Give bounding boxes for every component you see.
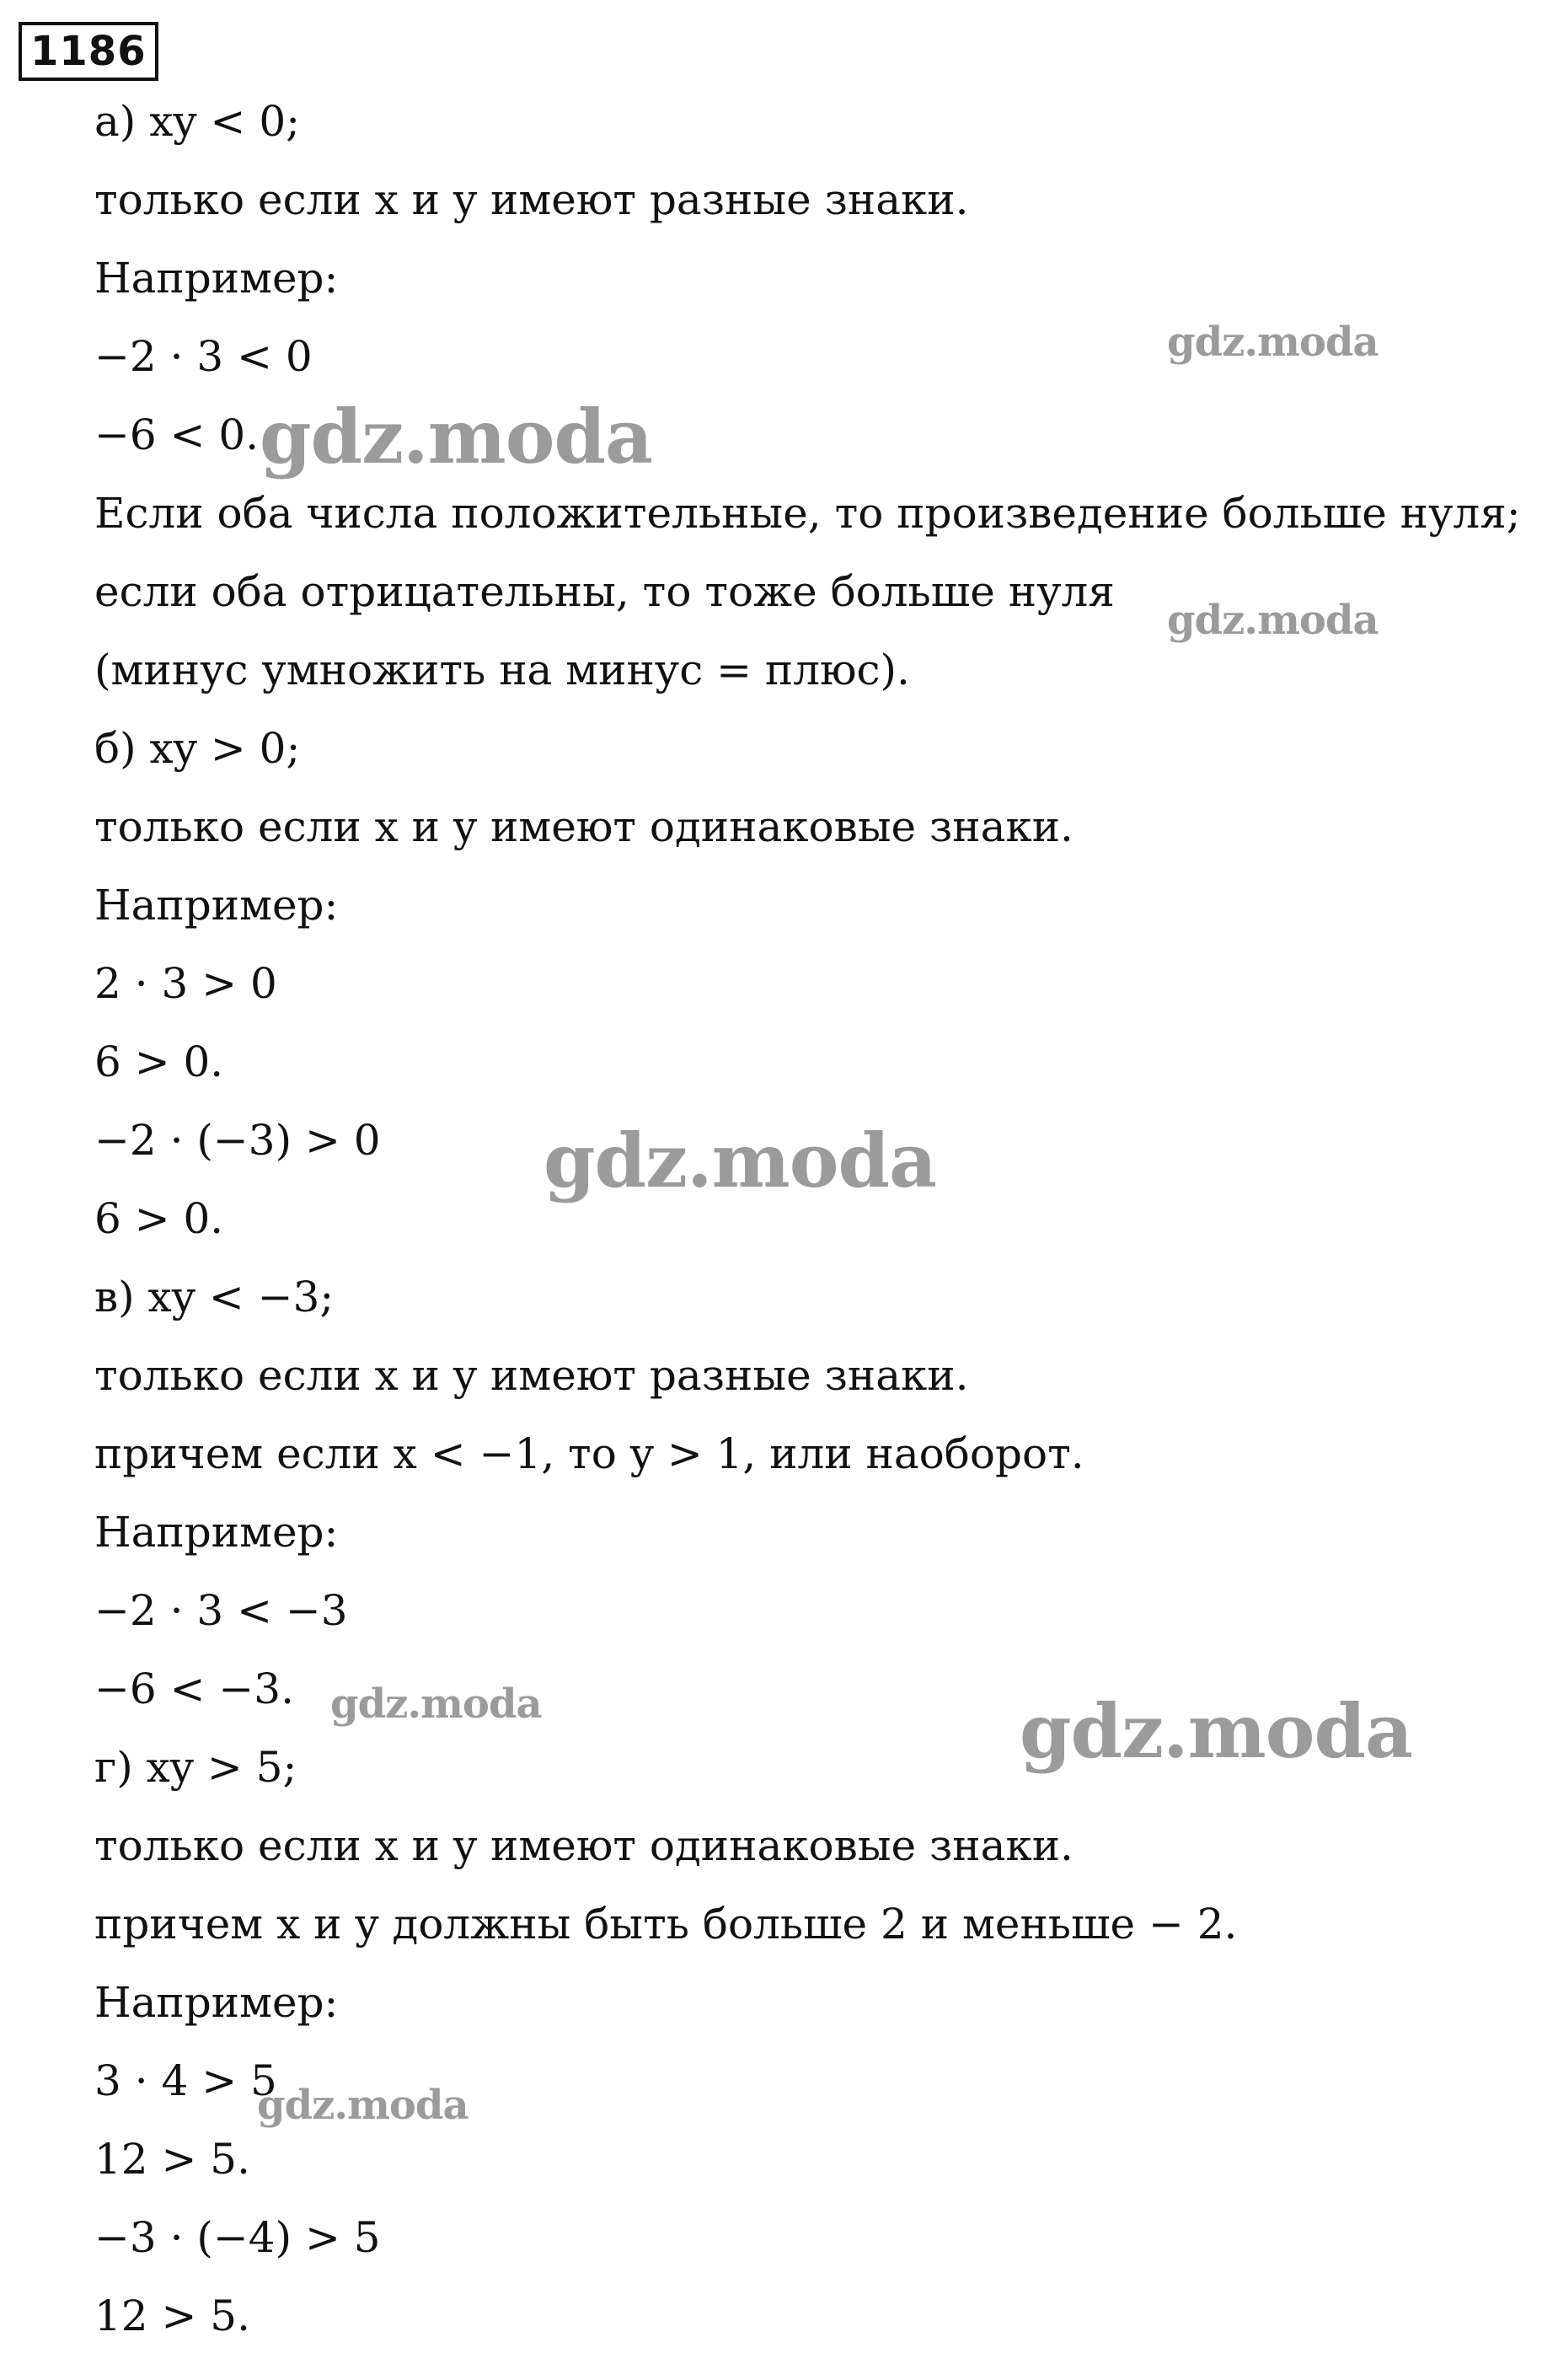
solution-line: только если x и y имеют одинаковые знаки. xyxy=(94,1821,1074,1870)
solution-line: −6 < 0. xyxy=(94,410,260,459)
watermark: gdz.moda xyxy=(1167,319,1379,366)
solution-line: б) xy > 0; xyxy=(94,724,301,773)
watermark: gdz.moda xyxy=(257,2082,468,2129)
solution-line: −6 < −3. xyxy=(94,1664,294,1713)
solution-line: Например: xyxy=(94,254,339,303)
watermark: gdz.moda xyxy=(330,1680,542,1728)
solution-line: г) xy > 5; xyxy=(94,1743,297,1792)
solution-line: причем x и y должны быть больше 2 и меньше − 2. xyxy=(94,1900,1238,1948)
problem-number-badge: 1186 xyxy=(19,22,158,81)
solution-line: Например: xyxy=(94,1978,339,2027)
solution-line: Например: xyxy=(94,881,339,930)
solution-line: −3 · (−4) > 5 xyxy=(94,2213,381,2262)
solution-line: 6 > 0. xyxy=(94,1194,224,1243)
solution-line: 2 · 3 > 0 xyxy=(94,959,277,1008)
solution-line: только если x и y имеют одинаковые знаки. xyxy=(94,802,1074,851)
solution-line: причем если x < −1, то y > 1, или наоборот. xyxy=(94,1429,1084,1478)
watermark: gdz.moda xyxy=(1167,597,1379,644)
solution-line: 3 · 4 > 5 xyxy=(94,2056,277,2105)
solution-line: если оба отрицательны, то тоже больше нуля xyxy=(94,567,1115,616)
solution-line: в) xy < −3; xyxy=(94,1273,335,1321)
solution-line: только если x и y имеют разные знаки. xyxy=(94,1351,969,1400)
watermark: gdz.moda xyxy=(543,1117,937,1204)
solution-line: −2 · (−3) > 0 xyxy=(94,1116,381,1165)
solution-line: −2 · 3 < 0 xyxy=(94,332,313,381)
solution-line: а) xy < 0; xyxy=(94,97,300,146)
watermark: gdz.moda xyxy=(260,393,653,480)
solution-line: 12 > 5. xyxy=(94,2135,251,2184)
solution-line: Если оба числа положительные, то произведение больше нуля; xyxy=(94,489,1521,538)
solution-line: 12 > 5. xyxy=(94,2292,251,2340)
solution-line: Например: xyxy=(94,1508,339,1557)
watermark: gdz.moda xyxy=(1020,1687,1413,1775)
solution-line: −2 · 3 < −3 xyxy=(94,1586,348,1635)
solution-line: (минус умножить на минус = плюс). xyxy=(94,646,910,694)
solution-line: 6 > 0. xyxy=(94,1037,224,1086)
solution-line: только если x и y имеют разные знаки. xyxy=(94,175,969,224)
